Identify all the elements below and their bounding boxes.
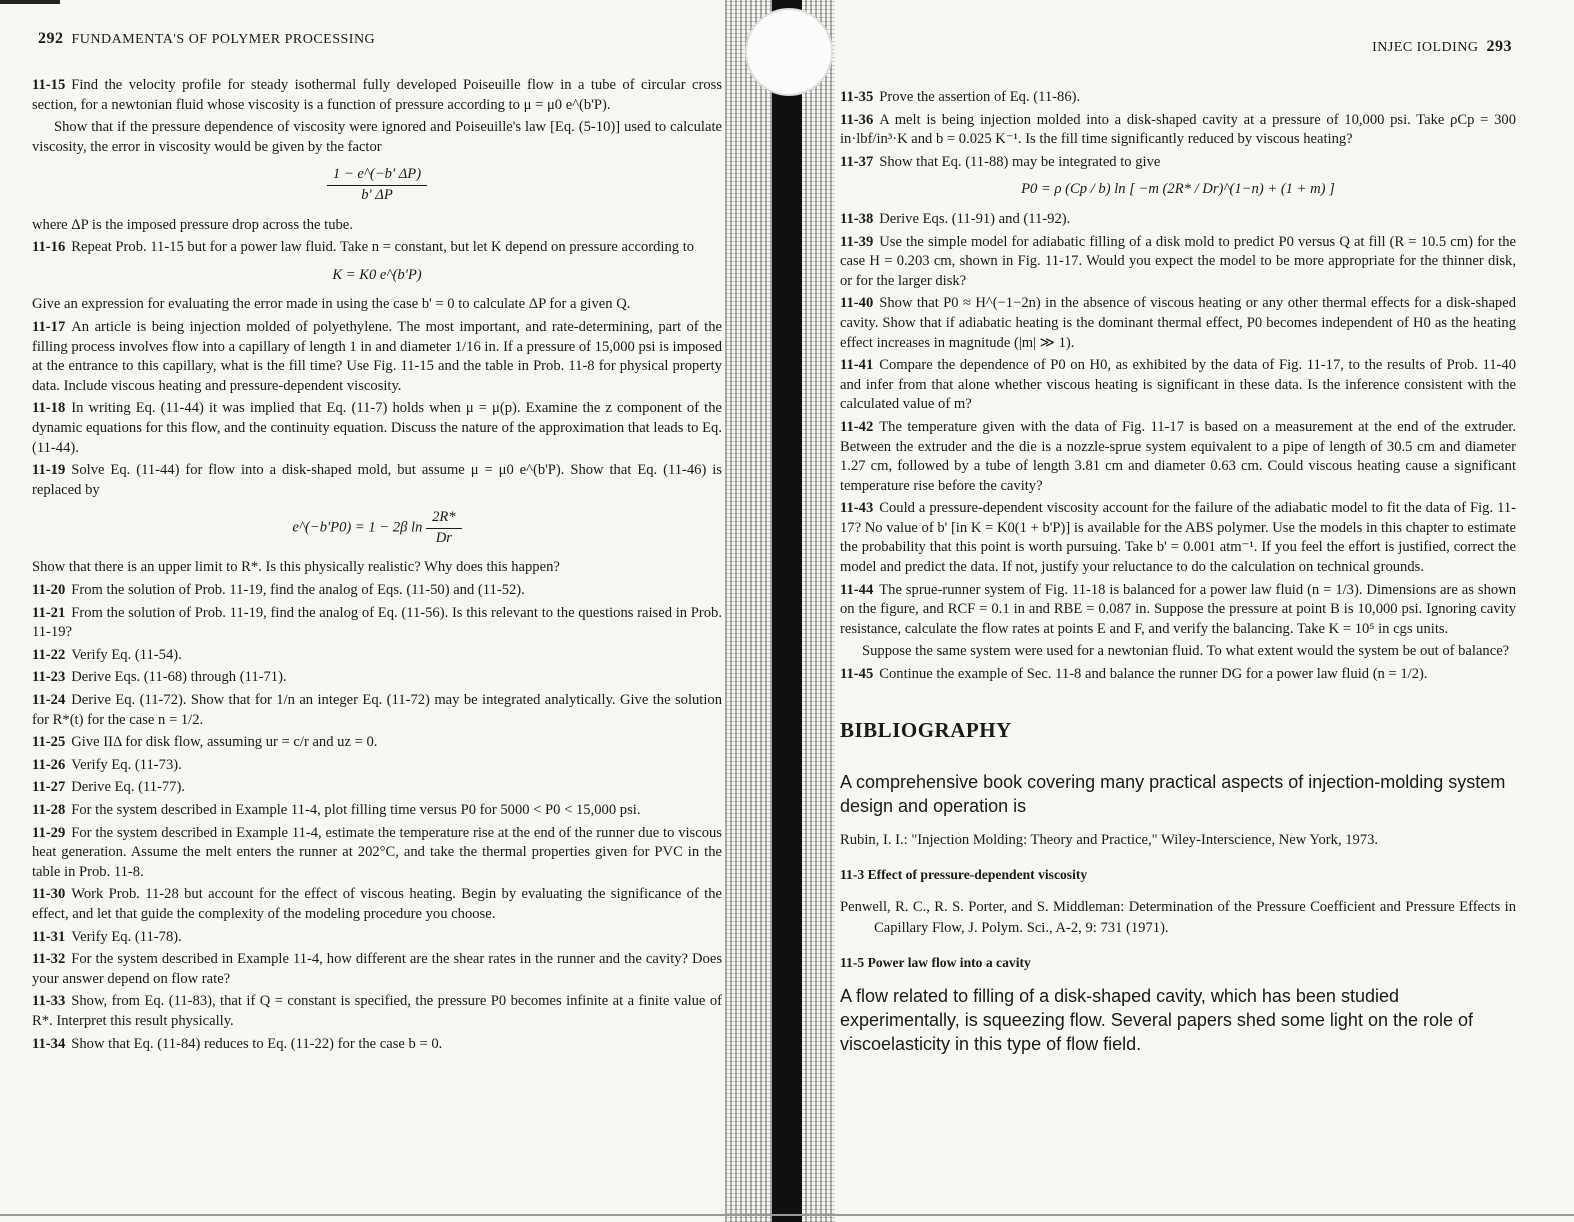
problem-11-20: 11-20 From the solution of Prob. 11-19, find the analog of Eqs. (11-50) and (11-52). xyxy=(32,582,525,599)
problem-11-25: 11-25 Give IIΔ for disk flow, assuming ur = c/r and uz = 0. xyxy=(32,734,378,751)
right-problems-column xyxy=(840,88,1516,1068)
problem-11-39: 11-39 Use the simple model for adiabatic filling of a disk mold to predict P0 versus Q at fill (R = 10.5 cm) for the case H = 0.203 cm, shown in Fig. 11-17. Would you expect the model to be more appropriate for the thinner disk, or for the larger disk? xyxy=(840,233,1516,289)
right-page-number: 293 xyxy=(1486,38,1512,55)
equation-11-19: e^(−b'P0) = 1 − 2β ln $\frac{2R*}{Dr}$ xyxy=(32,508,722,548)
problem-11-24: 11-24 Derive Eq. (11-72). Show that for 1/n an integer Eq. (11-72) may be integrated analytically. Give the solution for R*(t) for the case n = 1/2. xyxy=(32,692,722,728)
bibliography-heading: BIBLIOGRAPHY xyxy=(840,717,1012,742)
problem-11-44: 11-44 The sprue-runner system of Fig. 11-18 is balanced for a power law fluid (n = 1/3). Dimensions are as shown on the figure, and RCF = 0.1 in and RBE = 0.087 in. Suppose the pressure at point B is 10,000 psi. Ignoring cavity resistance, calculate the flow rates at points E and F, and verify the balancing. Take K = 10⁵ in cgs units. xyxy=(840,581,1516,637)
problem-11-37: 11-37 Show that Eq. (11-88) may be integrated to give xyxy=(840,153,1161,170)
problem-11-34: 11-34 Show that Eq. (11-84) reduces to Eq. (11-22) for the case b = 0. xyxy=(32,1035,443,1052)
bibliography-lead-1: A comprehensive book covering many practical aspects of injection-molding system design and operation is xyxy=(840,772,1506,817)
problem-11-18: 11-18 In writing Eq. (11-44) it was implied that Eq. (11-7) holds when μ = μ(p). Examine the z component of the dynamic equations for this flow, and the continuity equation. Discuss the nature of the approximation that leads to Eq. (11-44). xyxy=(32,400,722,456)
problem-11-17: 11-17 An article is being injection molded of polyethylene. The most important, and rate-determining, part of the filling process involves flow into a capillary of length 1 in and diameter 1/16 in. If a pressure of 15,000 psi is imposed at the entrance to this capillary, what is the fill time? Use Fig. 11-15 and the table in Prob. 11-8 for physical property data. Include viscous heating and pressure-dependent viscosity. xyxy=(32,318,722,394)
problem-11-15: 11-15 Find the velocity profile for steady isothermal fully developed Poiseuille flow in a tube of circular cross section, for a newtonian fluid whose viscosity is a function of pressure according to μ = μ0 e^(b'P). xyxy=(32,77,722,113)
problem-11-44-cont: Suppose the same system were used for a newtonian fluid. To what extent would the system be out of balance? xyxy=(862,643,1510,660)
right-page xyxy=(820,0,1574,1222)
problem-11-16-cont: Give an expression for evaluating the error made in using the case b' = 0 to calculate ΔP for a given Q. xyxy=(32,296,631,313)
problem-11-19-cont: Show that there is an upper limit to R*. Is this physically realistic? Why does this happen? xyxy=(32,559,560,576)
problem-11-23: 11-23 Derive Eqs. (11-68) through (11-71). xyxy=(32,669,287,686)
book-spine xyxy=(772,0,802,1222)
problem-11-28: 11-28 For the system described in Example 11-4, plot filling time versus P0 for 5000 < P0 < 15,000 psi. xyxy=(32,802,641,818)
problem-11-36: 11-36 A melt is being injection molded into a disk-shaped cavity at a pressure of 10,000 psi. Take ρCp = 300 in·lbf/in³·K and b = 0.025 K⁻¹. Is the fill time significantly reduced by viscous heating? xyxy=(840,111,1516,148)
problem-11-32: 11-32 For the system described in Example 11-4, how different are the shear rates in the runner and the cavity? Does your answer depend on flow rate? xyxy=(32,951,722,987)
problem-11-26: 11-26 Verify Eq. (11-73). xyxy=(32,756,182,773)
problem-11-33: 11-33 Show, from Eq. (11-83), that if Q = constant is specified, the pressure P0 becomes infinite at a finite value of R*. Interpret this result physically. xyxy=(32,993,722,1029)
problem-11-21: 11-21 From the solution of Prob. 11-19, find the analog of Eq. (11-56). Is this relevant to the questions raised in Prob. 11-19? xyxy=(32,604,722,641)
bibliography-lead-2: A flow related to filling of a disk-shaped cavity, which has been studied experimentally, is squeezing flow. Several papers shed some light on the role of viscoelasticity in this type of flow field. xyxy=(840,986,1474,1055)
bibliography-subhead-11-3: 11-3 Effect of pressure-dependent viscosity xyxy=(840,867,1088,883)
left-problems-column xyxy=(32,76,722,1057)
problem-11-22: 11-22 Verify Eq. (11-54). xyxy=(32,646,182,663)
equation-k-pressure: K = K0 e^(b'P) xyxy=(332,266,422,283)
bibliography-ref-rubin: Rubin, I. I.: "Injection Molding: Theory and Practice," Wiley-Interscience, New York, 1973. xyxy=(840,832,1379,849)
bibliography-subhead-11-5: 11-5 Power law flow into a cavity xyxy=(840,954,1031,970)
bibliography-ref-penwell: Penwell, R. C., R. S. Porter, and S. Middleman: Determination of the Pressure Coefficient and Pressure Effects in Capillary Flow, J. Polym. Sci., A-2, 9: 731 (1971). xyxy=(840,898,1516,936)
right-running-head xyxy=(1372,38,1512,56)
right-running-title: INJEC IOLDING xyxy=(1372,40,1479,55)
problem-11-42: 11-42 The temperature given with the data of Fig. 11-17 is based on a measurement at the end of the extruder. Between the extruder and the die is a nozzle-sprue system equivalent to a pipe of length of 30.5 cm and diameter 1.27 cm, followed by a tube of length 3.81 cm and diameter 0.63 cm. Could viscous heating cause a significant temperature rise before the cavity? xyxy=(840,418,1516,494)
problem-11-19: 11-19 Solve Eq. (11-44) for flow into a disk-shaped mold, but assume μ = μ0 e^(b'P). Show that Eq. (11-46) is replaced by xyxy=(32,462,722,498)
problem-11-35: 11-35 Prove the assertion of Eq. (11-86). xyxy=(840,89,1081,105)
problem-11-16: 11-16 Repeat Prob. 11-15 but for a power law fluid. Take n = constant, but let K depend on pressure according to xyxy=(32,239,695,256)
left-page xyxy=(0,0,770,1222)
problem-11-27: 11-27 Derive Eq. (11-77). xyxy=(32,779,185,796)
problem-11-43: 11-43 Could a pressure-dependent viscosity account for the failure of the adiabatic model to fit the data of Fig. 11-17? No value of b' [in K = K0(1 + b'P)] is available for the ABS polymer. Use the models in this chapter to estimate the probability that this point is worth pursuing. Take b' = 0.001 atm⁻¹. If you feel the effort is justified, correct the model and predict the data. If not, justify your reluctance to do the calculation on technical grounds. xyxy=(840,500,1516,576)
problem-11-41: 11-41 Compare the dependence of P0 on H0, as exhibited by the data of Fig. 11-17, to the results of Prob. 11-40 and infer from that alone whether viscous heating is significant in these data. Is the inference consistent with the calculated value of m? xyxy=(840,357,1516,413)
problem-11-40: 11-40 Show that P0 ≈ H^(−1−2n) in the absence of viscous heating or any other thermal effects for a disk-shaped cavity. Show that if adiabatic heating is the dominant thermal effect, P0 becomes independent of H0 as the heating effect increases in magnitude (|m| ≫ 1). xyxy=(840,295,1516,351)
equation-error-factor: $\frac{1 - e\^{}(-b' \Delta P)}{b' \Delta P}$ xyxy=(32,165,722,205)
problem-11-38: 11-38 Derive Eqs. (11-91) and (11-92). xyxy=(840,210,1071,227)
left-page-number: 292 xyxy=(38,30,64,47)
problem-11-45: 11-45 Continue the example of Sec. 11-8 and balance the runner DG for a power law fluid (n = 1/2). xyxy=(840,666,1428,683)
left-running-title: FUNDAMENTA'S OF POLYMER PROCESSING xyxy=(71,32,376,47)
problem-11-30: 11-30 Work Prob. 11-28 but account for the effect of viscous heating. Begin by evaluating the significance of the effect, and let that guide the complexity of the modeling procedure you choose. xyxy=(32,886,722,922)
left-running-head xyxy=(38,30,375,48)
problem-11-31: 11-31 Verify Eq. (11-78). xyxy=(32,928,182,945)
problem-11-15-cont: Show that if the pressure dependence of viscosity were ignored and Poiseuille's law [Eq. (5-10)] used to calculate viscosity, the error in viscosity would be given by the factor xyxy=(32,119,722,155)
equation-11-37: P0 = ρ (Cp / b) ln [ −m (2R* / Dr)^(1−n) + (1 + m) ] xyxy=(1021,181,1335,198)
problem-11-15-where: where ΔP is the imposed pressure drop across the tube. xyxy=(32,216,353,233)
problem-11-29: 11-29 For the system described in Example 11-4, estimate the temperature rise at the end of the runner due to viscous heat generation. Assume the melt enters the runner at 202°C, and take the thermal properties given for PVC in the table in Prob. 11-8. xyxy=(32,824,722,880)
